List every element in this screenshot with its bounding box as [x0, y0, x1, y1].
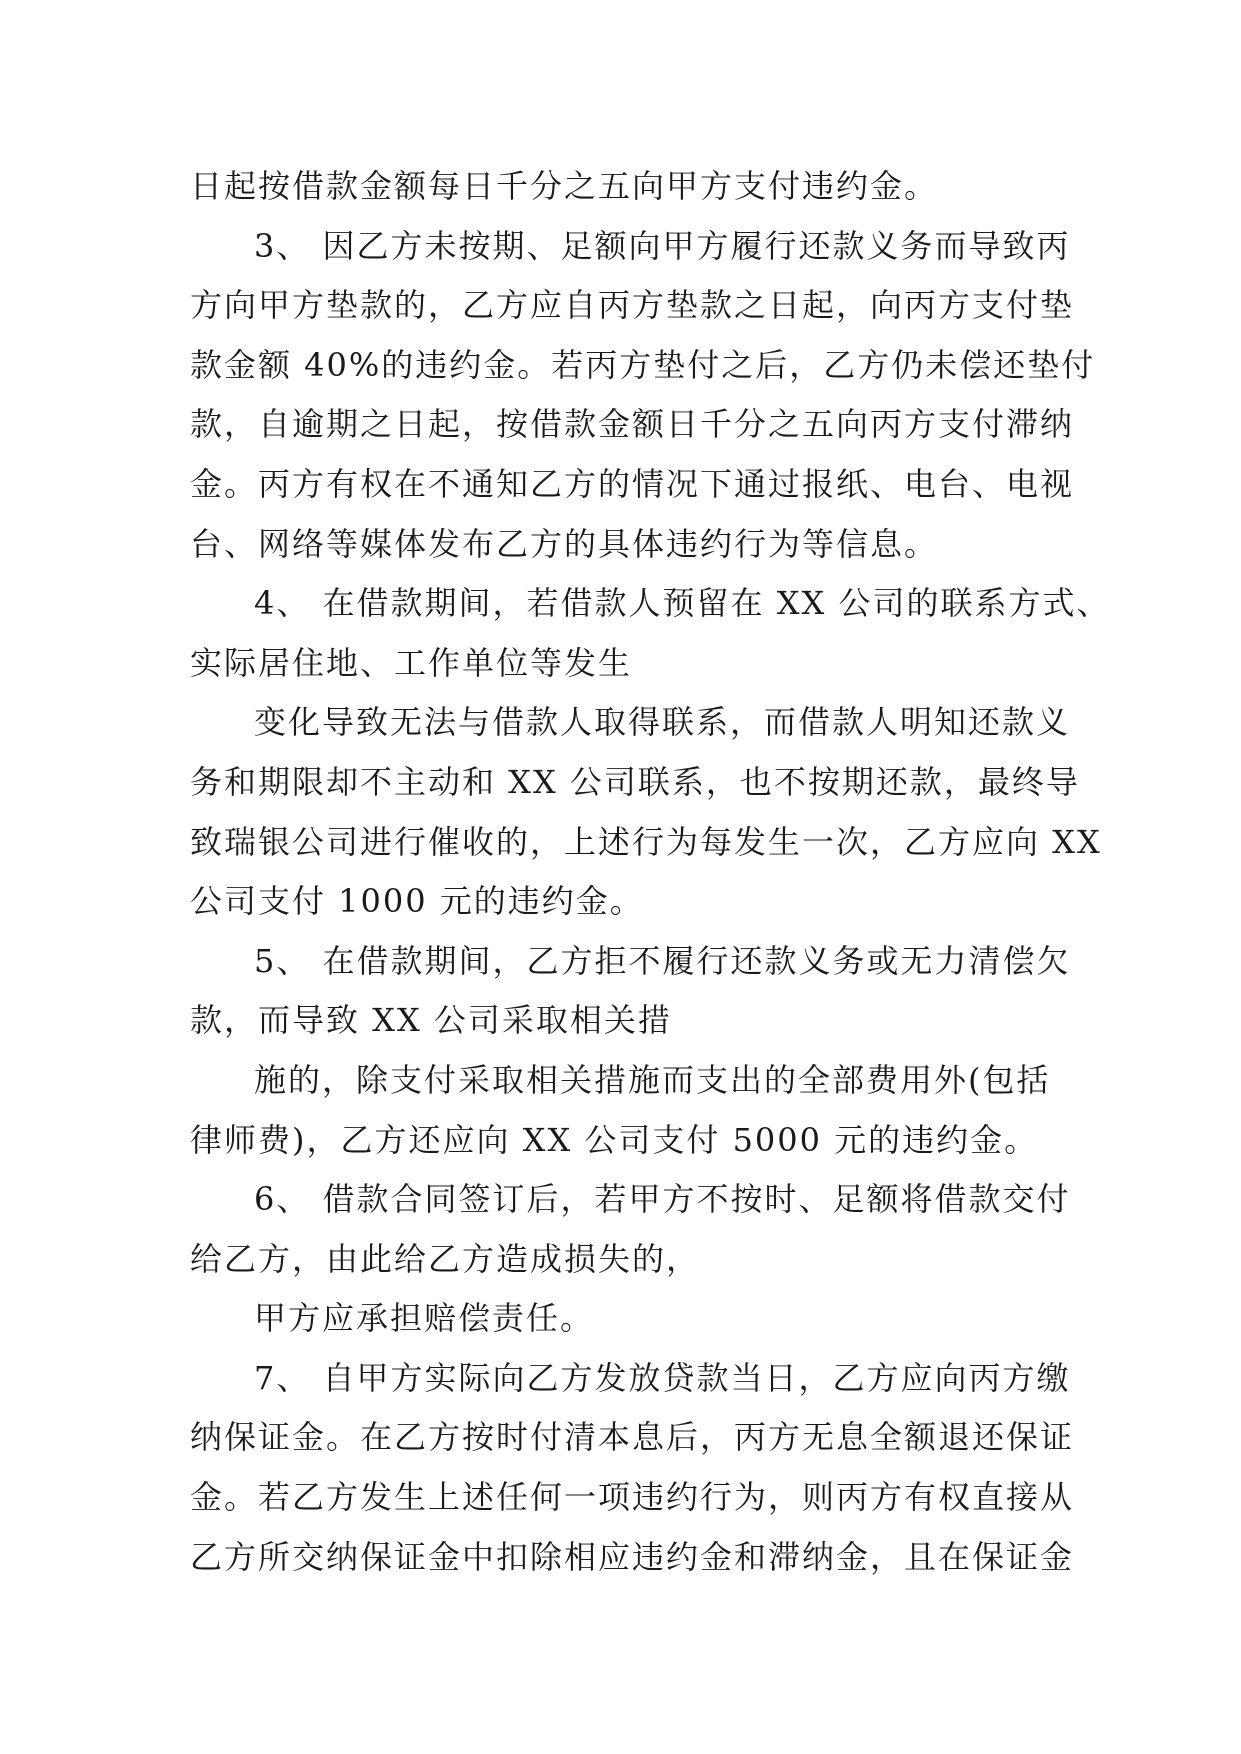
text-line: 款金额 40%的违约金。若丙方垫付之后，乙方仍未偿还垫付 — [190, 345, 1096, 384]
text-line: 务和期限却不主动和 XX 公司联系，也不按期还款，最终导 — [190, 762, 1080, 801]
text-line: 金。若乙方发生上述任何一项违约行为，则丙方有权直接从 — [190, 1478, 1075, 1517]
text-line: 7、 自甲方实际向乙方发放贷款当日，乙方应向丙方缴 — [254, 1358, 1071, 1397]
text-line: 款，而导致 XX 公司采取相关措 — [190, 1001, 672, 1040]
document-body — [190, 157, 1111, 1587]
text-line: 施的，除支付采取相关措施而支出的全部费用外(包括 — [254, 1060, 1051, 1099]
text-line: 日起按借款金额每日千分之五向甲方支付违约金。 — [190, 167, 939, 205]
text-line: 6、 借款合同签订后，若甲方不按时、足额将借款交付 — [254, 1180, 1071, 1219]
text-line: 给乙方，由此给乙方造成损失的， — [190, 1239, 701, 1278]
text-line: 甲方应承担赔偿责任。 — [254, 1299, 595, 1338]
text-line: 5、 在借款期间，乙方拒不履行还款义务或无力清偿欠 — [254, 941, 1071, 980]
text-line: 金。丙方有权在不通知乙方的情况下通过报纸、电台、电视 — [190, 464, 1075, 503]
text-line: 实际居住地、工作单位等发生 — [190, 643, 633, 682]
text-line: 3、 因乙方未按期、足额向甲方履行还款义务而导致丙 — [254, 226, 1071, 265]
text-line: 方向甲方垫款的，乙方应自丙方垫款之日起，向丙方支付垫 — [190, 286, 1075, 325]
text-line: 4、 在借款期间，若借款人预留在 XX 公司的联系方式、 — [254, 584, 1111, 623]
text-line: 致瑞银公司进行催收的，上述行为每发生一次，乙方应向 XX — [190, 822, 1102, 861]
text-line: 律师费)，乙方还应向 XX 公司支付 5000 元的违约金。 — [190, 1120, 1039, 1159]
text-line: 乙方所交纳保证金中扣除相应违约金和滞纳金，且在保证金 — [190, 1537, 1075, 1576]
text-line: 公司支付 1000 元的违约金。 — [190, 882, 644, 921]
text-line: 纳保证金。在乙方按时付清本息后，丙方无息全额退还保证 — [190, 1418, 1075, 1457]
text-line: 变化导致无法与借款人取得联系，而借款人明知还款义 — [254, 703, 1071, 742]
text-line: 台、网络等媒体发布乙方的具体违约行为等信息。 — [190, 524, 939, 563]
text-line: 款，自逾期之日起，按借款金额日千分之五向丙方支付滞纳 — [190, 405, 1075, 444]
